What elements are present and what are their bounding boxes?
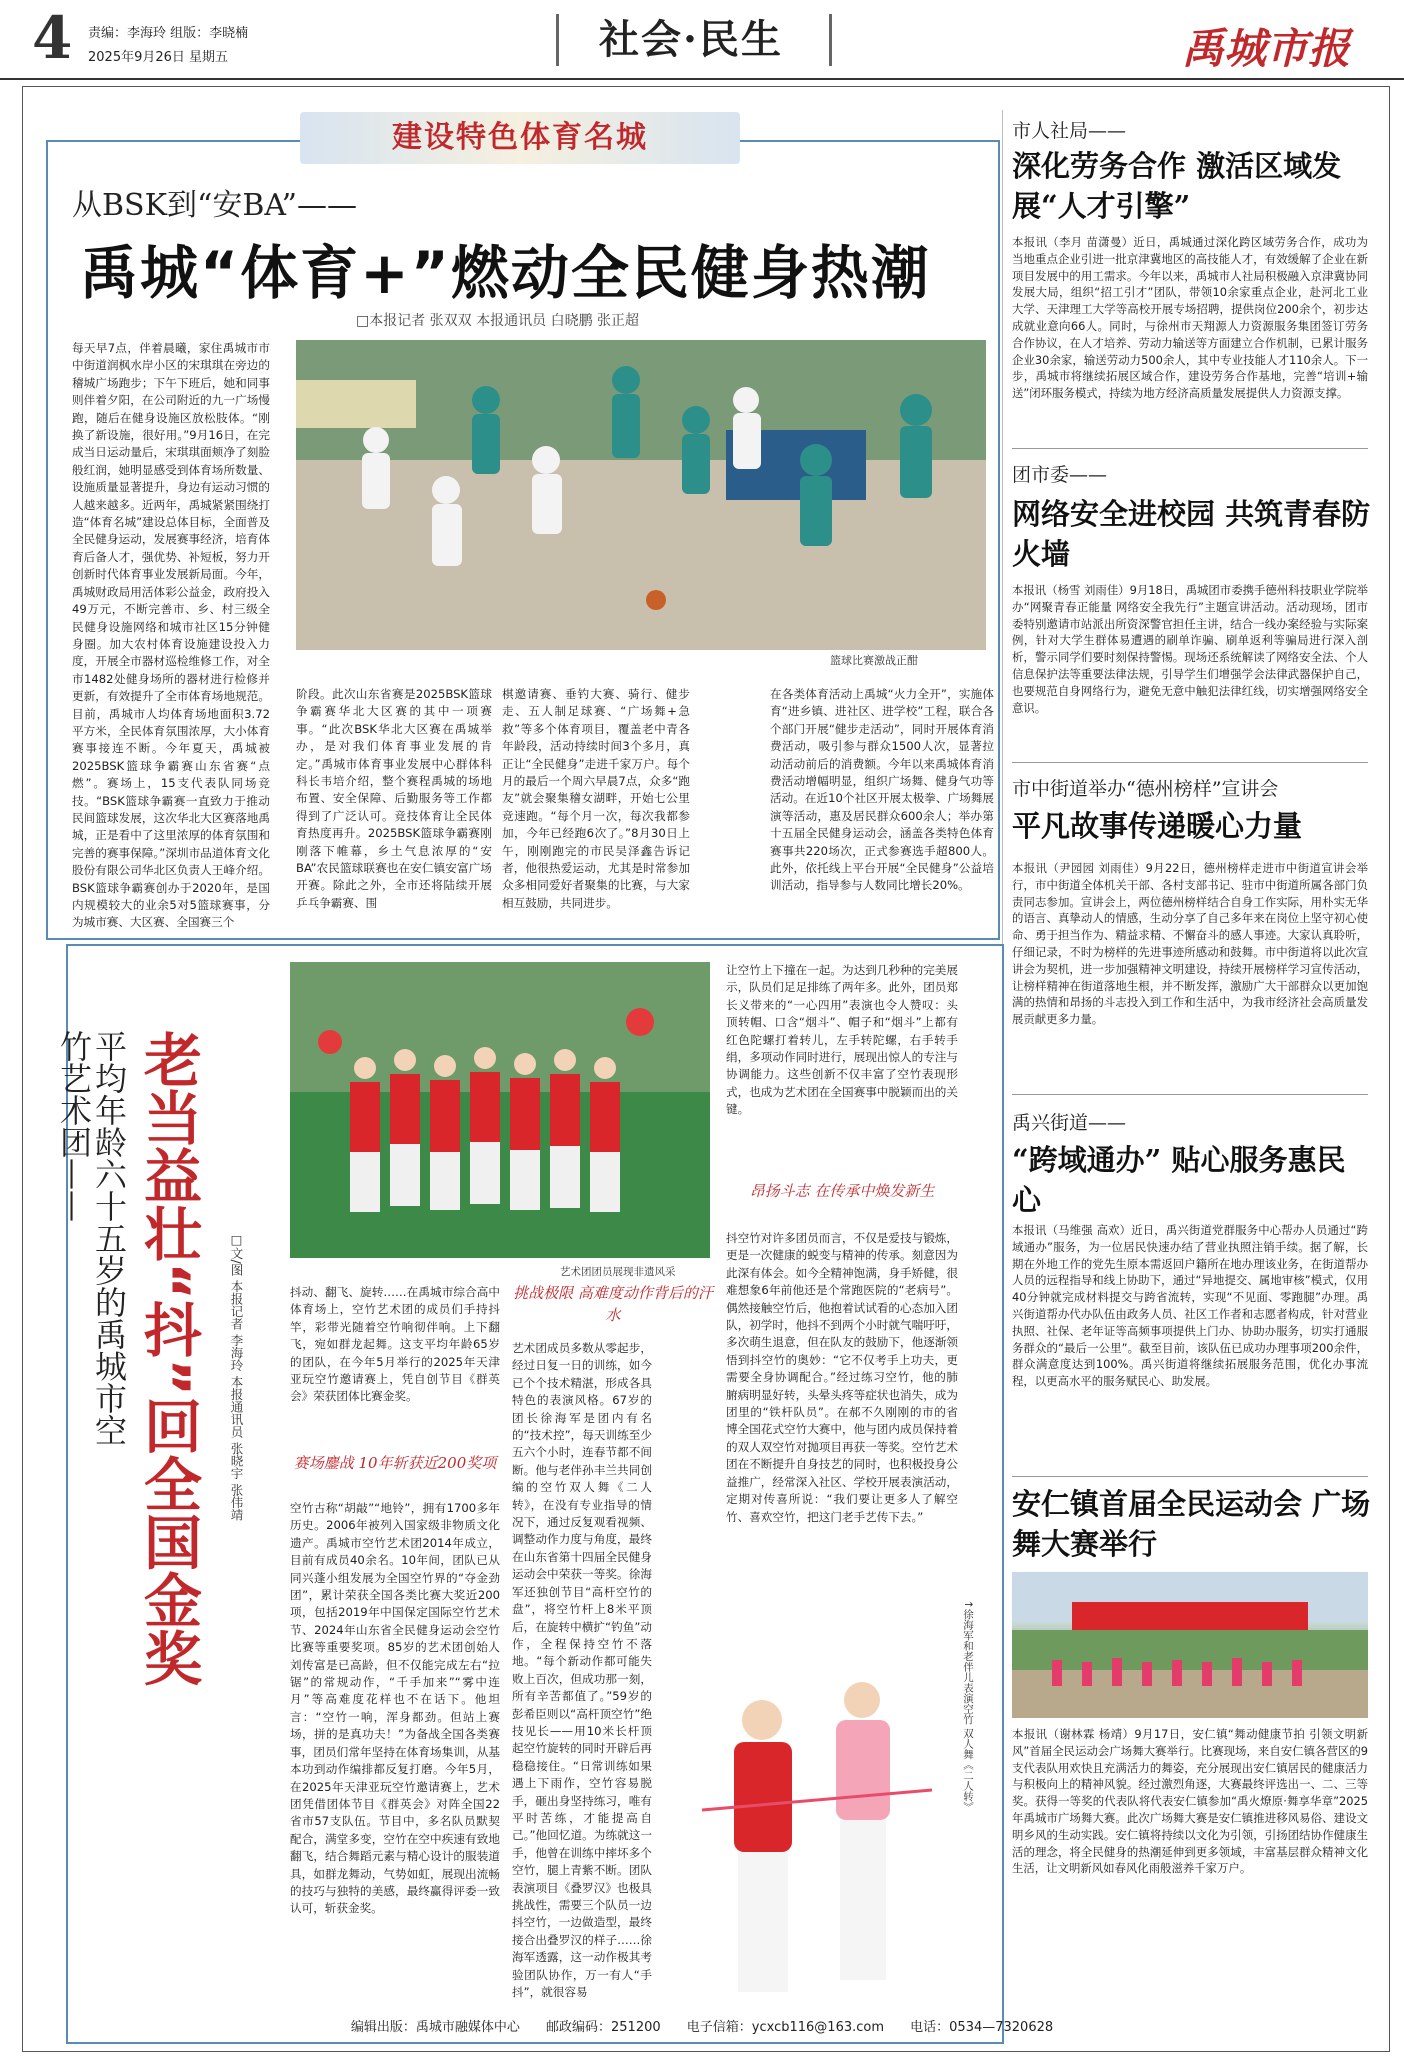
banner-title: 建设特色体育名城 <box>392 120 648 155</box>
brief-separator <box>1012 762 1368 763</box>
brief-4-title: “跨域通办” 贴心服务惠民心 <box>1012 1143 1346 1217</box>
lead-kicker: 从BSK到“安BA”—— <box>72 188 357 223</box>
brief-5-body: 本报讯（谢林霖 杨靖）9月17日，安仁镇“舞动健康节拍 引领文明新风”首届全民运动会广场舞大赛举行。比赛现场，来自安仁镇各营区的9支代表队用欢快且充满活力的舞姿，充分展现出安仁镇居民的健康活力与积极向上的精神风貌。经过激烈角逐，大赛最终评选出一、二、三等奖。获得一等奖的代表队将代表安仁镇参加“禹火燎原·舞享华章”2025年禹城市广场舞大赛。此次广场舞大赛是安仁镇推进移风易俗、建设文明乡风的生动实践。安仁镇将持续以文化为引领，引扬团结协作健康生活的理念，将全民健身的热潮延伸到更多领域，丰富基层群众精神文化生活，让文明新风如春风化雨般滋养千家万户。 <box>1012 1727 1368 1876</box>
brief-5-title: 安仁镇首届全民运动会 广场舞大赛举行 <box>1012 1487 1371 1561</box>
brief-separator <box>1012 448 1368 449</box>
sub-column-3: 让空竹上下撞在一起。为达到几秒种的完美展示，队员们足足排练了两年多。此外，团员郑长义带来的“一心四用”表演也令人赞叹：头顶转帽、口含“烟斗”、帽子和“烟斗”上都有红色陀螺打着转儿，左手转陀螺，右手转手绢，多项动作同时进行，展现出惊人的专注与协调能力。这些创新不仅丰富了空竹表现形式，也成为艺术团在全国赛事中脱颖而出的关键。 <box>726 963 958 1117</box>
sub-photo-caption-2: ↑徐海军和老伴儿表演空竹 双人舞《二人转》 <box>962 1600 974 1812</box>
page-number: 4 <box>32 4 73 72</box>
kongzhu-group-photo <box>290 962 710 1258</box>
sub-subhead-3: 昂扬斗志 在传承中焕发新生 <box>749 1182 935 1200</box>
brief-2-body: 本报讯（杨雪 刘雨佳）9月18日，禹城团市委携手德州科技职业学院举办“网聚青春正能量 网络安全我先行”主题宣讲活动。活动现场，团市委特别邀请市站派出所资深警官担任主讲，结合一线办案经验与实际案例，针对大学生群体易遭遇的刷单诈骗、刷单返利等骗局进行深入剖析，警示同学们要时刻保持警惕。现场还系统解读了网络安全法、个人信息保护法等重要法律法规，引导学生们增强学会法律武器保护自己，也要规范自身网络行为，避免无意中触犯法律红线，切实增强网络安全意识。 <box>1012 583 1368 715</box>
lead-column-3: 棋邀请赛、垂钓大赛、骑行、健步走、五人制足球赛、“广场舞+急救”等多个体育项目，覆盖老中青各年龄段，活动持续时间3个多月，真正让“全民健身”走进千家万户。每个月的最后一个周六早晨7点，众多“跑友”就会聚集稽女湖畔，开始七公里竞速跑。“每个月一次，每次我都参加，今年已经跑6次了。”8月30日上午，刚刚跑完的市民吴泽鑫告诉记者，他很热爱运动，尤其是时常参加众多相同爱好者聚集的比赛，与大家相互鼓励，共同进步。 <box>502 687 690 910</box>
paper-logo: 禹城市报 <box>1182 24 1351 73</box>
footer-publisher: 编辑出版：禹城市融媒体中心 <box>350 2020 520 2035</box>
basketball-photo <box>296 340 986 650</box>
brief-3-body: 本报讯（尹园园 刘雨佳）9月22日，德州榜样走进市中街道宣讲会举行，市中街道全体机关干部、各村支部书记、驻市中街道所属各部门负责同志参加。宣讲会上，两位德州榜样结合自身工作实际，用朴实无华的语言、真挚动人的情感，生动分享了自己多年来在岗位上坚守初心使命、勇于担当作为、精益求精、不懈奋斗的感人事迹。大家认真聆听，仔细记录，不时为榜样的先进事迹所感动和鼓舞。市中街道将以此次宣讲会为契机，进一步加强精神文明建设，持续开展榜样学习宣传活动，让榜样精神在街道落地生根，并不断发挥，激励广大干部群众以更加饱满的热情和昂扬的斗志投入到工作和生活中，为我市经济社会高质量发展贡献更多力量。 <box>1012 861 1368 1027</box>
footer-postcode: 邮政编码：251200 <box>546 2020 661 2035</box>
brief-3-title: 平凡故事传递暖心力量 <box>1012 809 1303 843</box>
sub-column-1: 抖动、翻飞、旋转……在禹城市综合高中体育场上，空竹艺术团的成员们手持抖竿，彩带光随着空竹响彻伴响。上下翻飞，宛如群龙起舞。这支平均年龄65岁的团队，在今年5月举行的2025年天津亚玩空竹邀请赛上，凭自创节目《群英会》荣获团体比赛金奖。 <box>290 1285 500 1404</box>
sub-subhead-2: 挑战极限 高难度动作背后的汗水 <box>513 1284 713 1324</box>
footer-phone: 电话：0534—7320628 <box>910 2020 1054 2035</box>
brief-separator <box>1012 1476 1368 1477</box>
sub-column-1b: 空竹古称“胡敲”“地铃”，拥有1700多年历史。2006年被列入国家级非物质文化遗产。禹城市空竹艺术团2014年成立，目前有成员40余名。10年间，团队已从同兴蓬小组发展为全国空竹界的“夺金劲团”，累计荣获全国各类比赛大奖近200项，包括2019年中国保定国际空竹艺术节、2024年山东省全民健身运动会空竹比赛等重要奖项。85岁的艺术团创始人刘传富是已高龄，但不仅能完成左右“拉锯”的常规动作，“千手加来”“雾中连月”等高难度花样也不在话下。他坦言：“空竹一响，浑身都劲。但站上赛场，拼的是真功夫！”为备战全国各类赛事，团员们常年坚持在体育场集训，从基本功到动作编排都反复打磨。今年5月，在2025年天津亚玩空竹邀请赛上，艺术团凭借团体节目《群英会》对阵全国22省市57支队伍。节目中，多名队员默契配合，满堂多变，空竹在空中疾速有致地翻飞，结合舞蹈元素与精心设计的服装道具，如群龙舞动，气势如虹，展现出流畅的技巧与独特的美感，最终赢得评委一致认可，斩获金奖。 <box>290 1501 500 1916</box>
sub-column-2: 艺术团成员多数从零起步，经过日复一日的训练，如今已个个技术精湛，形成各具特色的表演风格。67岁的团长徐海军是团内有名的“技术控”，每天训练至少五六个小时，连春节都不间断。他与老伴孙丰兰共同创编的空竹双人舞《二人转》，在没有专业指导的情况下，通过反复观看视频、调整动作力度与角度，最终在山东省第十四届全民健身运动会中荣获一等奖。徐海军还独创节目“高杆空竹的盘”，将空竹杆上8米平顶后，在旋转中横扩“钓鱼”动作，全程保持空竹不落地。“每个新动作都可能失败上百次，但成功那一刻，所有辛苦都值了。”59岁的彭希臣则以“高杆顶空竹”绝技见长——用10米长杆顶起空竹旋转的同时开辟后再稳稳接住。“日常训练如果遇上下雨作，空竹容易脱手，砸出身坚持练习，唯有平时苦练，才能提高自己。”他回忆道。为练就这一手，他曾在训练中摔坏多个空竹，腿上青紫不断。团队表演项目《叠罗汉》也极具挑战性，需要三个队员一边抖空竹，一边做造型，最终接合出叠罗汉的样子……徐海军透露，这一动作极其考验团队协作，万一有人“手抖”，就很容易 <box>512 1341 652 2000</box>
sub-column-3b: 抖空竹对许多团员而言，不仅是爱技与锻炼，更是一次健康的蜕变与精神的传承。刻意因为此深有体会。如今全精神饱满，身手矫健，很难想象6年前他还是个常跑医院的“老病号”。偶然接触空竹后，他抱着试试看的心态加入团队，初学时，他抖不到两个小时就气喘吁吁，多次萌生退意，但在队友的鼓励下，他逐渐领悟到抖空竹的奥妙：“它不仅考手上功夫，更需要全身协调配合。”经过练习空竹，他的肺腑病明显好转，头晕头疼等症状也消失，成为团里的“铁杆队员”。在郝不久刚刚的市的省博全国花式空竹大赛中，他与团内成员保持着的双人双空竹对抛项目再获一等奖。空竹艺术团在不断提升自身技艺的同时，也积极投身公益推广，经常深入社区、学校开展表演活动，定期对传喜所说：“我们要让更多人了解空竹、喜欢空竹，把这门老手艺传下去。” <box>726 1231 958 1524</box>
brief-1-kicker: 市人社局—— <box>1012 120 1127 142</box>
lead-column-1: 每天早7点，伴着晨曦，家住禹城市市中街道润枫水岸小区的宋琪琪在旁边的稽城广场跑步；下午下班后，她和同事则伴着夕阳，在公司附近的九一广场慢跑，随后在健身设施区放松肢体。“刚换了新设施，很好用。”9月16日，在完成当日运动量后，宋琪琪面颊净了刻脸般红润，她明显感受到体育场所数量、设施质量显著提升，身边有运动习惯的人越来越多。近两年，禹城紧紧围绕打造“体育名城”建设总体目标，全面普及全民健身运动，发展赛事经济，培育体育后备人才，强优势、补短板，努力开创新时代体育事业发展新局面。今年，禹城财政局用活体彩公益金，政府投入49万元，不断完善市、乡、村三级全民健身设施网络和城市社区15分钟健身圈。加大农村体育设施建设投入力度，开展全市器材巡检维修工作，对全市1482处健身场所的器材进行检修并更新，有效提升了全市体育场地规范。目前，禹城市人均体育场地面积3.72平方米，全民体育氛围浓厚，大小体育赛事接连不断。今年夏天，禹城被2025BSK篮球争霸赛山东省赛“点燃”。赛场上，15支代表队同场竞技。“BSK篮球争霸赛一直致力于推动民间篮球发展，这次华北大区赛落地禹城，正是看中了这里浓厚的体育氛围和完善的赛事保障。”深圳市品道体育文化股份有限公司华北区负责人王峰介绍。BSK篮球争霸赛创办于2020年，是国内规模较大的业余5对5篮球赛事，分为城市赛、大区赛、全国赛三个 <box>72 341 270 930</box>
sub-byline: □文/图 本报记者 李海玲 本报通讯员 张晓宇 张伟靖 <box>229 1232 244 1522</box>
lead-column-4: 在各类体育活动上禹城“火力全开”，实施体育“进乡镇、进社区、进学校”工程，联合各个部门开展“健步走活动”，同时开展体育消费活动，吸引参与群众1500人次，显著拉动活动前后的消费额。今年以来禹城体育消费活动增幅明显，组织广场舞、健身气功等活动。在近10个社区开展太极拳、广场舞展演等活动，惠及居民群众600余人；举办第十五届全民健身运动会，涵盖各类特色体育赛事共220场次，正式参赛选手超800人。此外，依托线上平台开展“全民健身”公益培训活动，指导参与人数同比增长20%。 <box>770 687 994 893</box>
square-dance-photo <box>1012 1572 1368 1718</box>
brief-separator <box>1012 1094 1368 1095</box>
lead-headline: 禹城“体育+”燃动全民健身热潮 <box>80 239 931 307</box>
brief-4-body: 本报讯（马维强 高欢）近日，禹兴街道党群服务中心帮办人员通过“跨域通办”服务，为一位居民快速办结了营业执照注销手续。据了解，长期在外地工作的党先生原本需返回户籍所在地办理该业务，在街道帮办人员的远程指导和线上协助下，通过“异地提交、属地审核”模式，仅用40分钟就完成材料提交与跨省流转，实现“不见面、零跑腿”办理。禹兴街道帮办代办队伍由政务人员、社区工作者和志愿者构成，针对营业执照、社保、老年证等高频事项提供上门办、协助办服务，切实打通服务群众的“最后一公里”。截至目前，该队伍已成功办理事项200余件，群众满意度达到100%。禹兴街道将继续拓展服务范围，优化办事流程，以更高水平的服务赋民心、助发展。 <box>1012 1223 1368 1389</box>
brief-3-kicker: 市中街道举办“德州榜样”宣讲会 <box>1012 778 1279 800</box>
brief-4-kicker: 禹兴街道—— <box>1012 1112 1127 1134</box>
page-header <box>0 0 1404 88</box>
sub-kicker: 平均年龄六十五岁的禹城市空竹艺术团—— <box>55 1030 128 1446</box>
sub-photo-caption: 艺术团团员展现非遗风采 <box>560 1266 676 1278</box>
lead-byline: □本报记者 张双双 本报通讯员 白晓鹏 张正超 <box>356 313 640 329</box>
sub-headline: 老当益壮“抖”回全国金奖 <box>134 1030 202 1687</box>
basketball-illustration <box>296 340 986 650</box>
couple-performance-photo <box>662 1660 962 2030</box>
couple-illustration <box>662 1660 962 2030</box>
brief-1-title: 深化劳务合作 激活区域发展“人才引擎” <box>1012 149 1342 223</box>
kongzhu-illustration <box>290 962 710 1258</box>
lead-column-2: 阶段。此次山东省赛是2025BSK篮球争霸赛华北大区赛的其中一项赛事。“此次BSK华北大区赛在禹城举办，是对我们体育事业发展的肯定。”禹城市体育事业发展中心群体科科长韦培介绍，整个赛程禹城的场地布置、安全保障、后勤服务等工作都得到了广泛认可。竞技体育让全民体育热度再升。2025BSK篮球争霸赛刚刚落下帷幕，乡土气息浓厚的“安BA”农民篮球联赛也在安仁镇安富广场开赛。除此之外，全市还将陆续开展乒乓争霸赛、围 <box>296 687 492 910</box>
editor-line: 责编：李海玲 组版：李晓楠 <box>88 26 249 41</box>
photo-caption: 篮球比赛激战正酣 <box>830 654 918 667</box>
page-footer <box>0 2016 1404 2035</box>
footer-email: 电子信箱：ycxcb116@163.com <box>686 2020 885 2035</box>
brief-1-body: 本报讯（李月 苗潇曼）近日，禹城通过深化跨区域劳务合作，成功为当地重点企业引进一批京津冀地区的高技能人才，有效缓解了企业在新项目发展中的用工需求。今年以来，禹城市人社局积极融入京津冀协同发展大局，组织“招工引才”团队，带领10余家重点企业，赴河北工业大学、天津理工大学等高校开展专场招聘，提供岗位200余个，初步达成就业意向66人。同时，与徐州市天翔源人力资源服务集团签订劳务合作协议，在人才培养、劳动力输送等方面建立合作机制，已累计服务企业30余家，输送劳动力500余人，其中专业技能人才110余人。下一步，禹城市将继续拓展区域合作，建设劳务合作基地，完善“培训+输送”闭环服务模式，持续为地方经济高质量发展提供人力资源支撑。 <box>1012 235 1368 401</box>
date-line: 2025年9月26日 星期五 <box>88 50 229 65</box>
sub-subhead-1: 赛场鏖战 10年斩获近200奖项 <box>293 1454 497 1472</box>
square-dance-illustration <box>1012 1572 1368 1718</box>
brief-2-kicker: 团市委—— <box>1012 464 1108 486</box>
header-rule <box>0 78 1404 80</box>
brief-2-title: 网络安全进校园 共筑青春防火墙 <box>1012 497 1371 571</box>
section-title: 社会·民生 <box>599 16 783 63</box>
